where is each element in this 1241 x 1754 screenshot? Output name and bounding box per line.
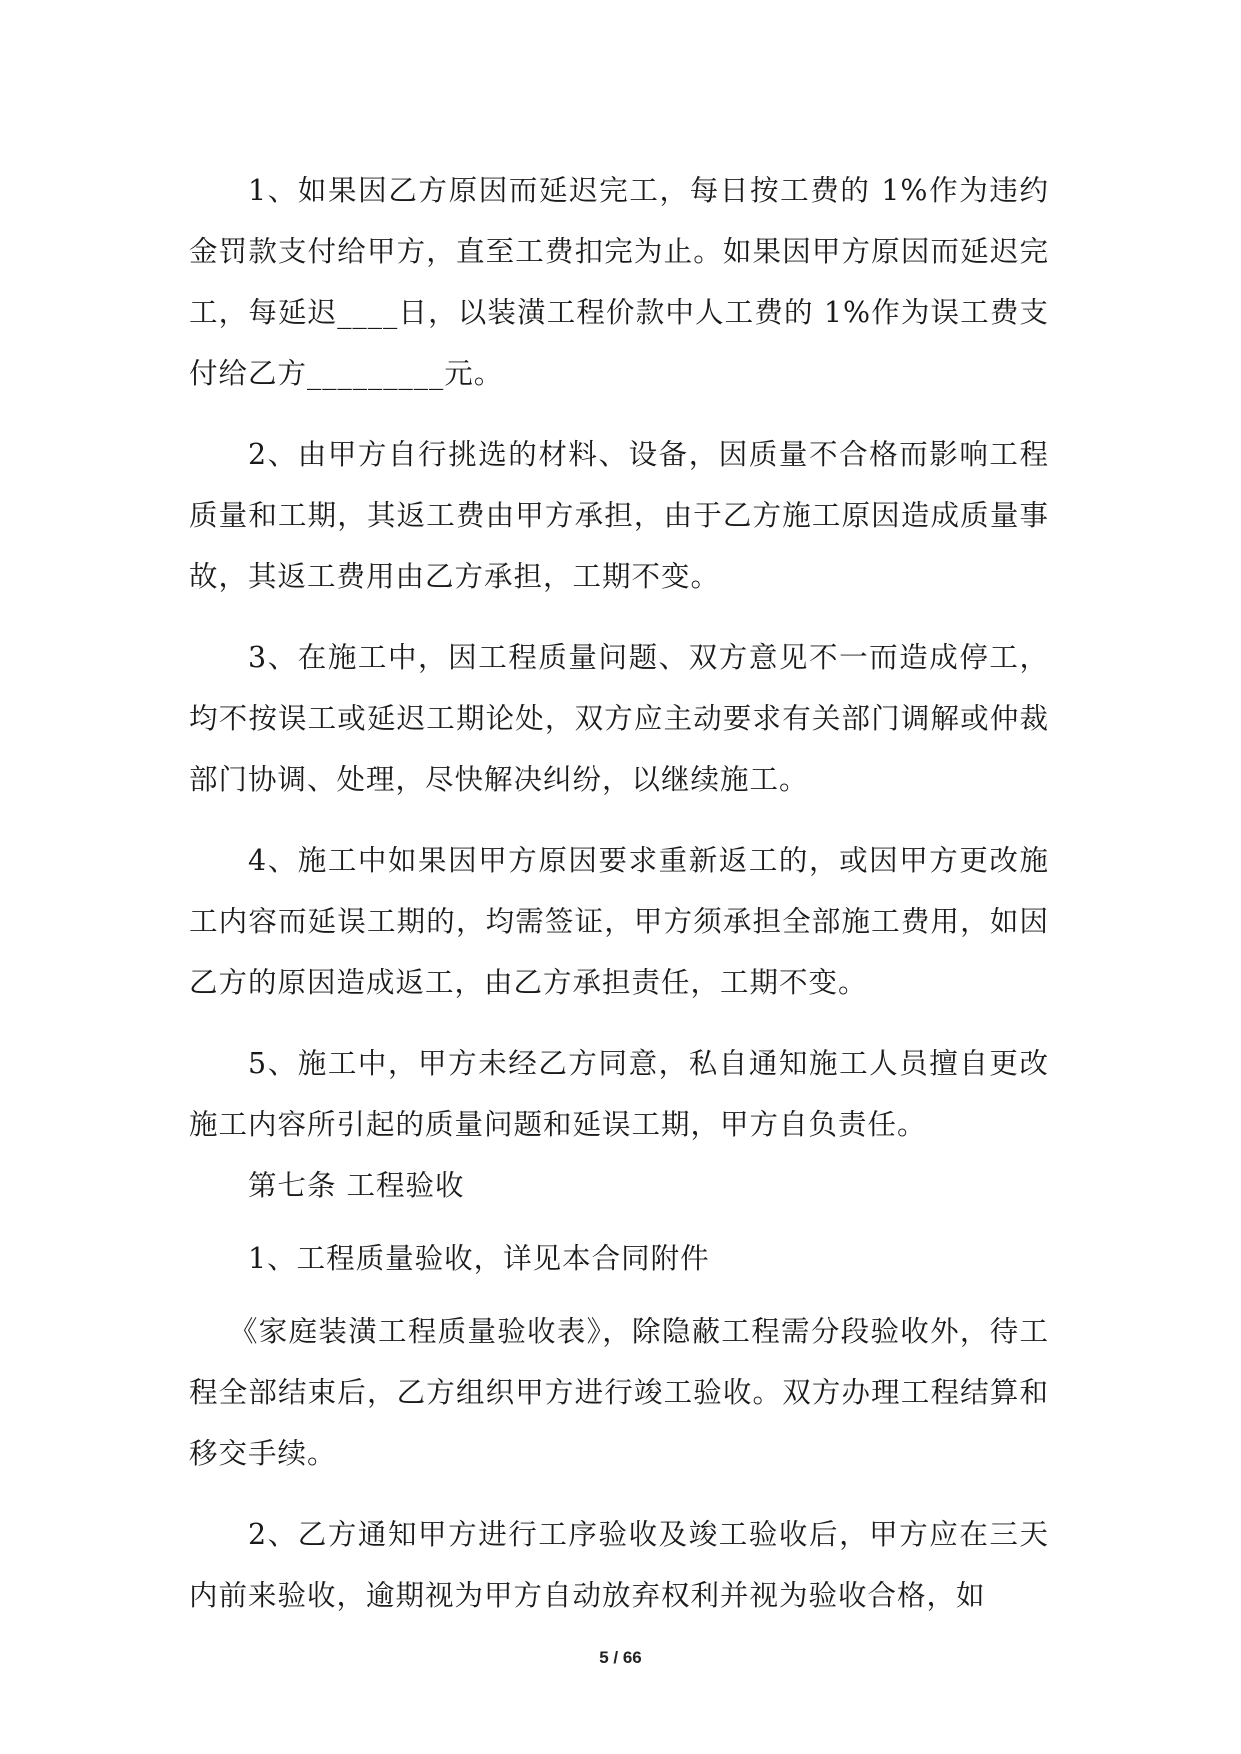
acceptance-2-paragraph: 2、乙方通知甲方进行工序验收及竣工验收后，甲方应在三天内前来验收，逾期视为甲方自动放弃权利并视为验收合格，如	[189, 1518, 1049, 1612]
clause-3-paragraph: 3、在施工中，因工程质量问题、双方意见不一而造成停工，均不按误工或延迟工期论处，双方应主动要求有关部门调解或仲裁部门协调、处理，尽快解决纠纷，以继续施工。	[189, 641, 1049, 796]
page-number: 5 / 66	[599, 1648, 642, 1667]
section-heading: 第七条 工程验收	[248, 1169, 465, 1202]
acceptance-1-paragraph: 1、工程质量验收，详见本合同附件	[248, 1242, 710, 1275]
acceptance-1-continued-paragraph: 《家庭装潢工程质量验收表》，除隐蔽工程需分段验收外，待工程全部结束后，乙方组织甲方进行竣工验收。双方办理工程结算和移交手续。	[189, 1315, 1049, 1470]
clause-2-paragraph: 2、由甲方自行挑选的材料、设备，因质量不合格而影响工程质量和工期，其返工费由甲方承担，由于乙方施工原因造成质量事故，其返工费用由乙方承担，工期不变。	[189, 438, 1049, 593]
clause-4-paragraph: 4、施工中如果因甲方原因要求重新返工的，或因甲方更改施工内容而延误工期的，均需签证，甲方须承担全部施工费用，如因乙方的原因造成返工，由乙方承担责任，工期不变。	[189, 844, 1049, 999]
clause-1-paragraph: 1、如果因乙方原因而延迟完工，每日按工费的 1%作为违约金罚款支付给甲方，直至工费扣完为止。如果因甲方原因而延迟完工，每延迟____日，以装潢工程价款中人工费的 1%作为误工费支付给乙方_________元。	[189, 174, 1049, 390]
document-body	[189, 160, 1049, 1626]
clause-5-paragraph: 5、施工中，甲方未经乙方同意，私自通知施工人员擅自更改施工内容所引起的质量问题和延误工期，甲方自负责任。	[189, 1047, 1049, 1141]
